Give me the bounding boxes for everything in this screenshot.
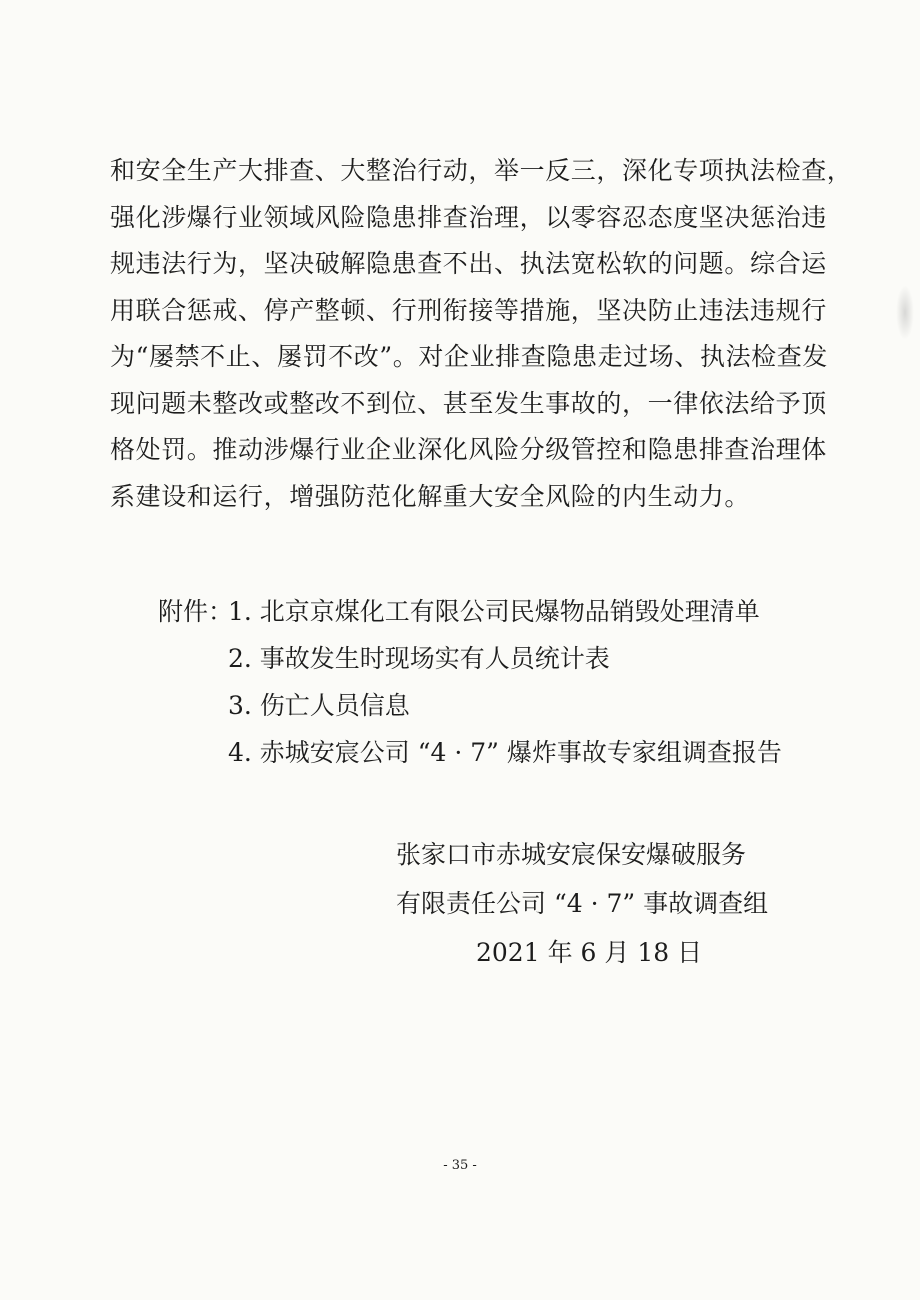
body-line: 格处罚。推动涉爆行业企业深化风险分级管控和隐患排查治理体 [110, 435, 827, 464]
body-paragraph [110, 148, 853, 520]
attachment-item [158, 729, 782, 776]
body-line: 强化涉爆行业领域风险隐患排查治理，以零容忍态度坚决惩治违 [110, 202, 827, 232]
attachment-item [158, 682, 782, 729]
signature-org-line1: 张家口市赤城安宸保安爆破服务 [396, 840, 747, 869]
attachments-list [158, 588, 782, 776]
attachments-label: 附件： [158, 597, 234, 626]
attachment-text: 3. 伤亡人员信息 [228, 691, 410, 720]
attachment-item [158, 635, 782, 682]
attachment-text: 4. 赤城安宸公司 “4 · 7” 爆炸事故专家组调查报告 [228, 738, 782, 767]
scan-smudge [896, 285, 914, 340]
body-line: 系建设和运行，增强防范化解重大安全风险的内生动力。 [110, 481, 751, 511]
attachment-text: 1. 北京京煤化工有限公司民爆物品销毁处理清单 [228, 597, 760, 626]
body-line: 用联合惩戒、停产整顿、行刑衔接等措施，坚决防止违法违规行 [110, 295, 827, 325]
body-line: 和安全生产大排查、大整治行动，举一反三，深化专项执法检查， [110, 156, 853, 185]
attachment-text: 2. 事故发生时现场实有人员统计表 [228, 644, 610, 673]
signature-date: 2021 年 6 月 18 日 [476, 938, 703, 967]
attachment-item [158, 588, 782, 635]
body-line: 规违法行为，坚决破解隐患查不出、执法宽松软的问题。综合运 [110, 249, 827, 278]
body-line: 现问题未整改或整改不到位、甚至发生事故的，一律依法给予顶 [110, 388, 827, 418]
signature-org-line2: 有限责任公司 “4 · 7” 事故调查组 [396, 889, 769, 918]
page-number: - 35 - [443, 1158, 477, 1173]
signature-block [396, 830, 768, 977]
body-line: 为“屡禁不止、屡罚不改”。对企业排查隐患走过场、执法检查发 [110, 342, 828, 371]
